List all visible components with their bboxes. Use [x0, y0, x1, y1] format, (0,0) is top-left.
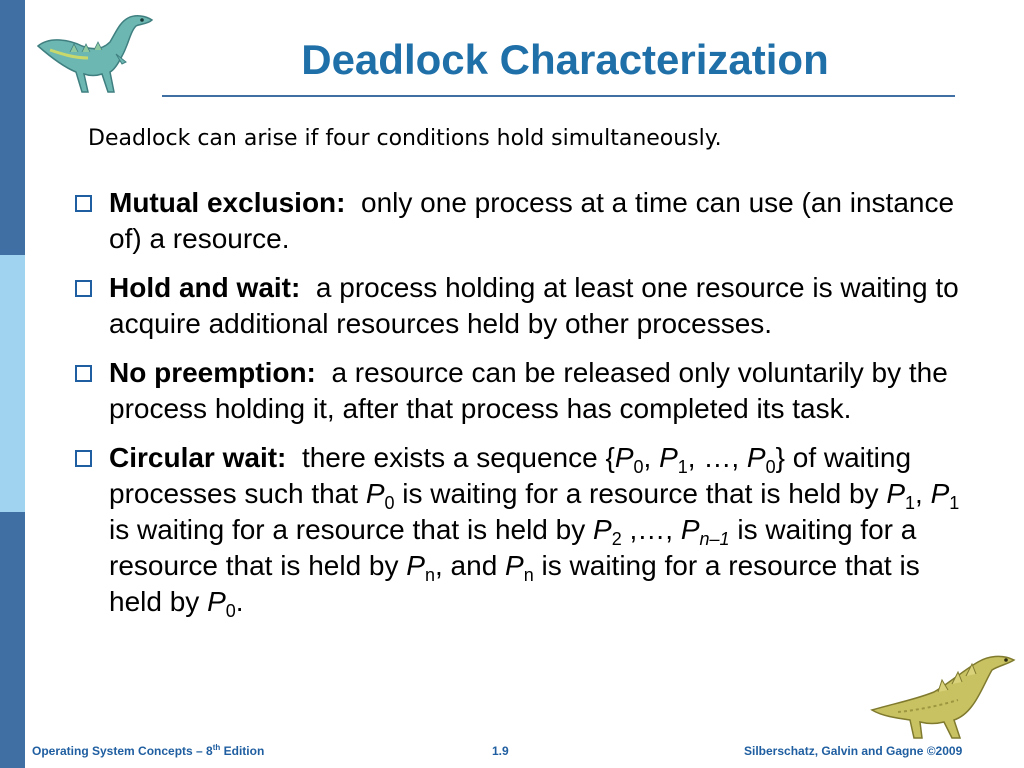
checkbox-bullet-icon: [75, 280, 92, 297]
checkbox-bullet-icon: [75, 365, 92, 382]
condition-term: No preemption:: [109, 357, 316, 388]
condition-text: there exists a sequence {$P_0$, $P_1$, …, $P_0$} of waiting processes such that $P_0$ is waiting for a resource that is held by $P_1$, $P_1$ is waiting for a resource that is held by $P_2$ ,…, $P_{n-1}$ is waiting for a resource that is held by $P_n$, and $P_n$ is waiting for a resource that is held by $P_0$.: [109, 442, 960, 621]
sidebar-middle-band: [0, 255, 25, 512]
footer-book-title: Operating System Concepts – 8th Edition: [32, 743, 265, 758]
condition-list: [70, 185, 975, 633]
footer-page-number: 1.9: [492, 744, 509, 758]
condition-circular-wait: [70, 440, 975, 620]
condition-text: a process holding at least one resource is waiting to acquire additional resources held by other processes.: [109, 272, 959, 339]
intro-text: Deadlock can arise if four conditions hold simultaneously.: [88, 126, 722, 151]
sidebar-bottom-band: [0, 512, 25, 768]
dinosaur-mascot-icon: [868, 640, 1020, 740]
condition-term: Hold and wait:: [109, 272, 301, 303]
slide-title: Deadlock Characterization: [301, 36, 829, 83]
condition-no-preemption: [70, 355, 975, 427]
condition-term: Mutual exclusion:: [109, 187, 346, 218]
footer-copyright: Silberschatz, Galvin and Gagne ©2009: [744, 744, 963, 758]
condition-text: a resource can be released only voluntarily by the process holding it, after that process has completed its task.: [109, 357, 948, 424]
sidebar-top-band: [0, 0, 25, 255]
checkbox-bullet-icon: [75, 450, 92, 467]
title-divider: [162, 95, 955, 97]
dinosaur-logo-icon: [30, 6, 158, 98]
checkbox-bullet-icon: [75, 195, 92, 212]
condition-text: only one process at a time can use (an instance of) a resource.: [109, 187, 955, 254]
condition-mutual-exclusion: [70, 185, 975, 257]
condition-hold-and-wait: [70, 270, 975, 342]
condition-term: Circular wait:: [109, 442, 287, 473]
